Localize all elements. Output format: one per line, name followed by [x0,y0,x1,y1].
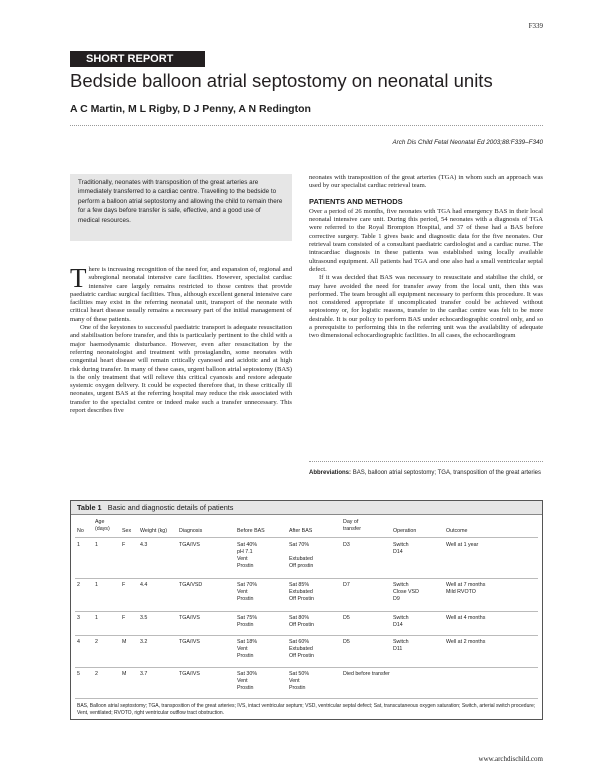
column-header-outcome: Outcome [446,528,468,534]
cell-after: Extubated [289,646,313,652]
cell-sex: F [122,542,126,548]
cell-after: Extubated [289,556,313,562]
cell-operation: D14 [393,549,403,555]
cell-diagnosis: TGA/VSD [179,582,203,588]
cell-before: Prostin [237,563,254,569]
cell-after: Sat 50% [289,671,310,677]
cell-no: 2 [77,582,80,588]
cell-operation: Switch [393,542,409,548]
section-heading: PATIENTS AND METHODS [309,196,403,206]
abbreviations-label: Abbreviations: [309,470,352,476]
cell-before: pH 7.1 [237,549,253,555]
column-header-diagnosis: Diagnosis [179,528,203,534]
cell-before: Prostin [237,685,254,691]
cell-after: Sat 70% [289,542,310,548]
cell-day: D5 [343,639,350,645]
cell-outcome: Well at 7 months Mild RVOTO [446,582,486,595]
page-number: F339 [528,22,543,30]
author-list: A C Martin, M L Rigby, D J Penny, A N Redington [70,103,311,115]
cell-after: Vent [289,678,300,684]
intro-text: here is increasing recognition of the need for, and expansion of, regional and subregional neonatal intensive care facilities. However, specialist cardiac intensive care largely remains restricted to those centres that provide paediatric cardiac surgical facilities. Thus, although excellent general intensive care facilities may exist in the referring neonatal unit, transport of the neonate with critical heart disease usually remains a necessary part of the initial management of many of these patients. [70,266,292,323]
table-footnote: BAS, Balloon atrial septostomy; TGA, transposition of the great arteries; IVS, intact ventricular septum; VSD, ventricular septal defect; Sat, transcutaneous oxygen saturation; Switch, arterial switch procedure; Vent, ventilated; RVOTO, right ventricular outflow tract obstruction. [77,703,536,716]
cell-day: D3 [343,542,350,548]
cell-before: Prostin [237,596,254,602]
cell-day: Died before transfer [343,671,390,677]
cell-outcome: Well at 2 months [446,639,486,645]
cell-sex: F [122,582,126,588]
cell-after: Off prostin [289,563,314,569]
table-row-divider [75,611,538,612]
cell-day: D7 [343,582,350,588]
cell-weight: 3.7 [140,671,148,677]
body-paragraph: Over a period of 26 months, five neonates with TGA had emergency BAS in their local neonatal intensive care unit. During this period, 54 neonates with a diagnosis of TGA were referred to the Royal Brompton Hospital, and 37 of these had a BAS before corrective surgery. Table 1 gives basic and diagnostic data for the five neonates. Our retrieval team consisted of a consultant paediatric cardiologist and a cardiac nurse. The intracardiac diagnosis in these patients was established using locally available ultrasound equipment. All patients had TGA and one also had a small ventricular septal defect. [309,207,543,273]
cell-weight: 3.5 [140,615,148,621]
cell-no: 4 [77,639,80,645]
column-header-before: Before BAS [237,528,265,534]
abstract-box [70,174,292,241]
header-divider [70,125,543,126]
citation: Arch Dis Child Fetal Neonatal Ed 2003;88:F339–F340 [392,139,543,146]
footer-url: www.archdischild.com [478,755,543,763]
cell-outcome: Well at 4 months [446,615,486,621]
column-header-weight: Weight (kg) [140,528,167,534]
cell-before: Prostin [237,653,254,659]
cell-before: Sat 75% [237,615,258,621]
cell-after: Sat 60% [289,639,310,645]
cell-sex: F [122,615,126,621]
cell-age: 2 [95,671,98,677]
drop-cap: T [70,263,87,293]
cell-before: Prostin [237,622,254,628]
cell-weight: 4.4 [140,582,148,588]
cell-after: Off Prostin [289,653,314,659]
column-header-sex: Sex [122,528,132,534]
column-header-day: Day of transfer [343,519,361,532]
cell-sex: M [122,671,127,677]
column-header-after: After BAS [289,528,313,534]
cell-before: Vent [237,678,248,684]
cell-operation: Switch [393,615,409,621]
table-row-divider [75,635,538,636]
table-row-divider [75,578,538,579]
body-paragraph: If it was decided that BAS was necessary to resuscitate and stabilise the child, or may have avoided the need for transfer away from the local unit, then this was performed. The team brought all equipment necessary to perform this procedure. It was not considered appropriate if uncomplicated transfer could be achieved without septostomy or, for logistic reasons, transfer to the cardiac centre was felt to be more desirable. It is our policy to perform BAS under echocardiographic control only, and so a prerequisite to performing this in the referring unit was the availability of adequate two dimensional echocardiographic facilities. In all cases, the echocardiogram [309,274,543,340]
cell-weight: 4.3 [140,542,148,548]
cell-diagnosis: TGA/IVS [179,542,200,548]
cell-after: Off Prostin [289,596,314,602]
cell-after: Extubated [289,589,313,595]
cell-before: Sat 18% [237,639,258,645]
cell-age: 1 [95,615,98,621]
cell-operation: D9 [393,596,400,602]
column-header-no: No [77,528,84,534]
cell-diagnosis: TGA/IVS [179,639,200,645]
body-paragraph: One of the keystones to successful paediatric transport is adequate resuscitation and stabilisation before transfer, and this is particularly pertinent to the child with a major haemodynamic disturbance. However, even after resuscitation by the referring neonatologist and treatment with prostaglandin, some neonates with congenital heart disease will remain critically cyanosed and acidotic and at high risk during transfer. In many of these cases, urgent balloon atrial septostomy (BAS) is the only treatment that will relieve this critical cyanosis and restore adequate systemic oxygen delivery. It could be expected therefore that, in these critically ill neonates, urgent BAS at the referring hospital may reduce the risk associated with transfer to the specialist centre or indeed make such a transfer unnecessary. This report describes five [70,324,292,415]
abbreviations [309,469,543,477]
body-paragraph: neonates with transposition of the great arteries (TGA) in whom such an approach was used by our specialist cardiac retrieval team. [309,174,543,190]
left-column [70,263,292,415]
cell-no: 1 [77,542,80,548]
cell-operation: Close VSD [393,589,419,595]
cell-diagnosis: TGA/IVS [179,615,200,621]
table-rule [75,698,538,699]
cell-operation: D14 [393,622,403,628]
cell-age: 1 [95,542,98,548]
right-column [309,174,543,341]
cell-age: 2 [95,639,98,645]
cell-after: Sat 80% [289,615,310,621]
column-header-age: Age (days) [95,519,110,532]
table-caption-text: Basic and diagnostic details of patients [107,503,234,512]
abbreviations-text: BAS, balloon atrial septostomy; TGA, transposition of the great arteries [352,470,542,476]
cell-after: Sat 85% [289,582,310,588]
cell-outcome: Well at 1 year [446,542,479,548]
table-1 [70,500,543,720]
cell-diagnosis: TGA/IVS [179,671,200,677]
table-row-divider [75,667,538,668]
cell-operation: D11 [393,646,403,652]
cell-operation: Switch [393,639,409,645]
cell-before: Sat 70% [237,582,258,588]
cell-before: Vent [237,646,248,652]
cell-after: Off Prostin [289,622,314,628]
cell-sex: M [122,639,127,645]
table-caption [71,501,542,515]
table-rule [75,537,538,538]
cell-no: 5 [77,671,80,677]
abstract-text: Traditionally, neonates with transposition of the great arteries are immediately transferred to a cardiac centre. Travelling to the bedside to perform a balloon atrial septostomy and allowing the child to remain there for a few days before transfer is safe, effective, and a good use of medical resources. [78,179,283,224]
article-title: Bedside balloon atrial septostomy on neonatal units [70,70,493,91]
intro-paragraph [70,263,292,324]
cell-before: Vent [237,589,248,595]
table-label: Table 1 [77,503,102,512]
cell-before: Sat 30% [237,671,258,677]
cell-operation: Switch [393,582,409,588]
cell-weight: 3.2 [140,639,148,645]
abbreviations-divider [309,461,543,462]
cell-age: 1 [95,582,98,588]
cell-after: Prostin [289,685,306,691]
cell-before: Vent [237,556,248,562]
cell-no: 3 [77,615,80,621]
cell-before: Sat 40% [237,542,258,548]
cell-day: D5 [343,615,350,621]
column-header-operation: Operation [393,528,417,534]
section-badge: SHORT REPORT [70,51,205,67]
